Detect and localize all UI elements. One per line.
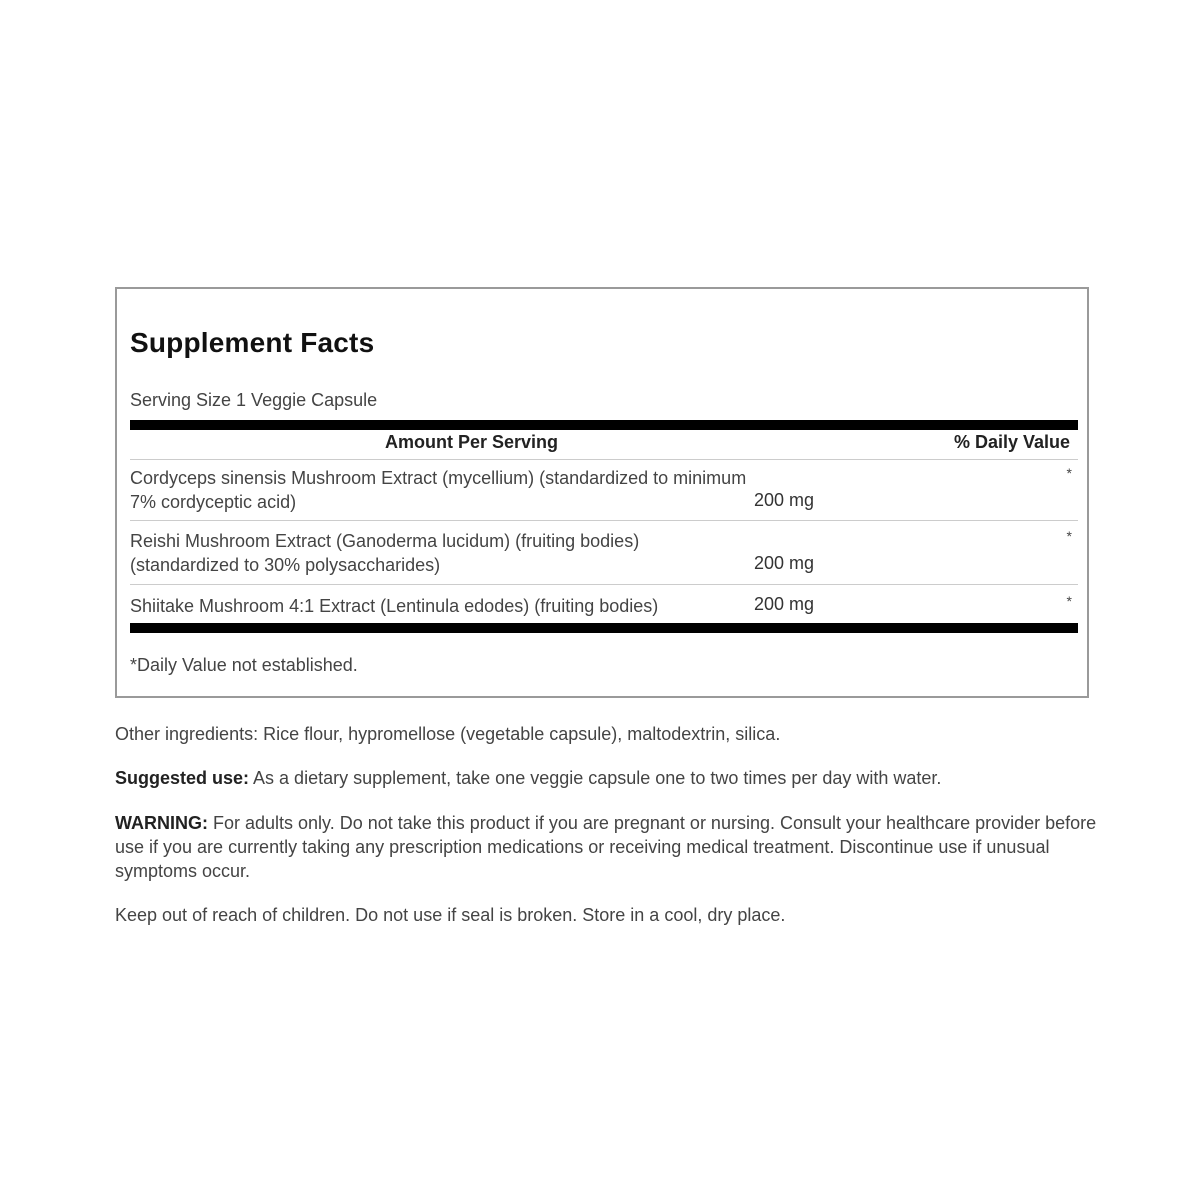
divider-row: [130, 584, 1078, 585]
header-amount-per-serving: Amount Per Serving: [385, 432, 559, 452]
ingredient-name: Cordyceps sinensis Mushroom Extract (mycellium) (standardized to minimum 7% cordyceptic acid): [130, 468, 747, 512]
other-ingredients: Other ingredients: Rice flour, hypromellose (vegetable capsule), maltodextrin, silica.: [115, 724, 781, 744]
divider-row: [130, 520, 1078, 521]
warning-label: WARNING:: [115, 813, 208, 833]
suggested-use: [115, 766, 1095, 790]
divider-header: [130, 459, 1078, 460]
ingredient-amount: 200 mg: [754, 594, 815, 614]
ingredient-daily-value: *: [1066, 465, 1072, 481]
suggested-use-text: As a dietary supplement, take one veggie capsule one to two times per day with water.: [249, 768, 942, 788]
ingredient-name: Reishi Mushroom Extract (Ganoderma lucidum) (fruiting bodies) (standardized to 30% polysaccharides): [130, 531, 640, 575]
ingredient-daily-value: *: [1066, 593, 1072, 609]
header-daily-value: % Daily Value: [953, 432, 1070, 452]
storage-instructions: Keep out of reach of children. Do not use if seal is broken. Store in a cool, dry place.: [115, 905, 786, 925]
supplement-facts-panel: [115, 287, 1089, 698]
thick-divider-top: [130, 420, 1078, 430]
warning-text: For adults only. Do not take this product if you are pregnant or nursing. Consult your healthcare provider before use if you are currently taking any prescription medications or receiving medical treatment. Discontinue use if unusual symptoms occur.: [115, 813, 1097, 881]
facts-title: Supplement Facts: [130, 327, 375, 358]
thick-divider-bottom: [130, 623, 1078, 633]
suggested-use-label: Suggested use:: [115, 768, 250, 788]
ingredient-amount: 200 mg: [754, 490, 815, 510]
daily-value-footnote: *Daily Value not established.: [130, 655, 358, 675]
warning: [115, 811, 1100, 883]
ingredient-amount: 200 mg: [754, 553, 815, 573]
ingredient-daily-value: *: [1066, 528, 1072, 544]
ingredient-name: Shiitake Mushroom 4:1 Extract (Lentinula edodes) (fruiting bodies): [130, 596, 659, 616]
serving-size: Serving Size 1 Veggie Capsule: [130, 390, 378, 410]
